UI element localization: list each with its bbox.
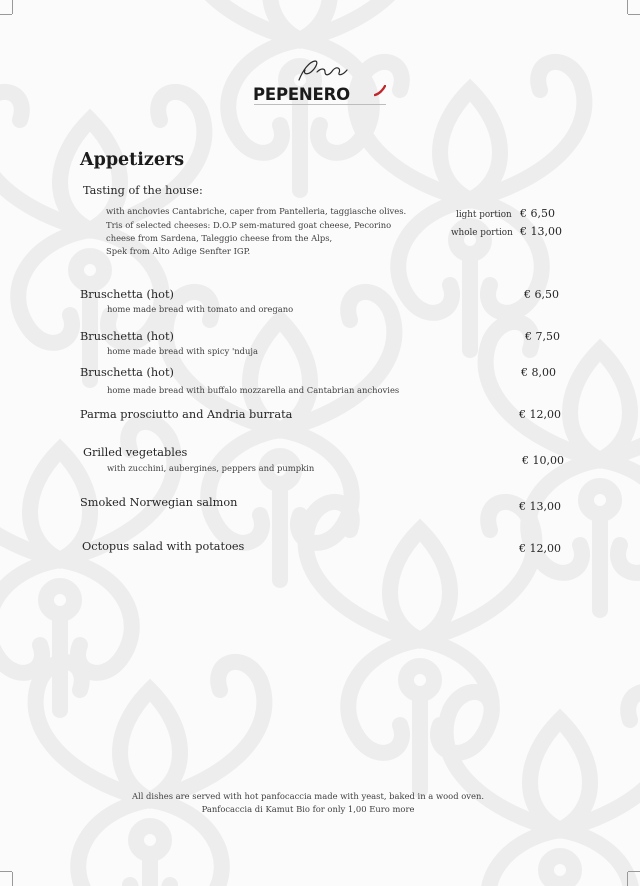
menu-item-price: € 13,00 [519, 500, 561, 513]
crop-mark [627, 0, 628, 14]
menu-item-name: Bruschetta (hot) [80, 288, 174, 301]
menu-item-price: € 12,00 [519, 542, 561, 555]
footer-note: Panfocaccia di Kamut Bio for only 1,00 Euro more [201, 804, 415, 814]
crop-mark [627, 872, 628, 886]
menu-item-name: Octopus salad with potatoes [82, 540, 245, 553]
crop-mark [12, 872, 13, 886]
logo-accent-mark [374, 85, 386, 97]
menu-item-price: € 8,00 [521, 366, 556, 379]
tasting-desc-line: cheese from Sardena, Taleggio cheese from the Alps, [106, 233, 333, 243]
menu-item-desc: with zucchini, aubergines, peppers and pumpkin [107, 463, 315, 473]
portion-price: € 13,00 [520, 225, 562, 238]
menu-item-desc: home made bread with spicy 'nduja [107, 346, 258, 356]
section-title: Appetizers [80, 150, 185, 170]
menu-item-price: € 10,00 [522, 454, 564, 467]
portion-label: light portion [456, 210, 512, 220]
menu-item-price: € 12,00 [519, 408, 561, 421]
menu-item-name: Bruschetta (hot) [80, 330, 174, 343]
menu-item-price: € 6,50 [524, 288, 559, 301]
footer-note: All dishes are served with hot panfocaccia made with yeast, baked in a wood oven. [131, 791, 485, 801]
crop-mark [12, 0, 13, 14]
restaurant-logo [250, 58, 390, 108]
logo-underline [254, 104, 386, 105]
crop-mark [0, 14, 12, 15]
crop-mark [0, 871, 12, 872]
tasting-title: Tasting of the house: [83, 184, 203, 197]
menu-item-name: Bruschetta (hot) [80, 366, 174, 379]
menu-item-name: Parma prosciutto and Andria burrata [80, 408, 293, 421]
tasting-desc-line: with anchovies Cantabriche, caper from Pantelleria, taggiasche olives. [106, 206, 407, 216]
menu-item-price: € 7,50 [525, 330, 560, 343]
menu-item-desc: home made bread with buffalo mozzarella and Cantabrian anchovies [107, 385, 400, 395]
menu-item-name: Grilled vegetables [83, 446, 188, 459]
tasting-desc-line: Tris of selected cheeses: D.O.P sem-matured goat cheese, Pecorino [106, 220, 392, 230]
portion-price: € 6,50 [520, 207, 555, 220]
portion-label: whole portion [451, 228, 513, 238]
logo-wordmark: PEPENERO [253, 85, 350, 104]
menu-item-name: Smoked Norwegian salmon [80, 496, 238, 509]
menu-item-desc: home made bread with tomato and oregano [107, 304, 294, 314]
crop-mark [628, 14, 640, 15]
crop-mark [628, 871, 640, 872]
tasting-desc-line: Spek from Alto Adige Senfter IGP. [106, 246, 251, 256]
logo-script-mark [285, 58, 355, 84]
